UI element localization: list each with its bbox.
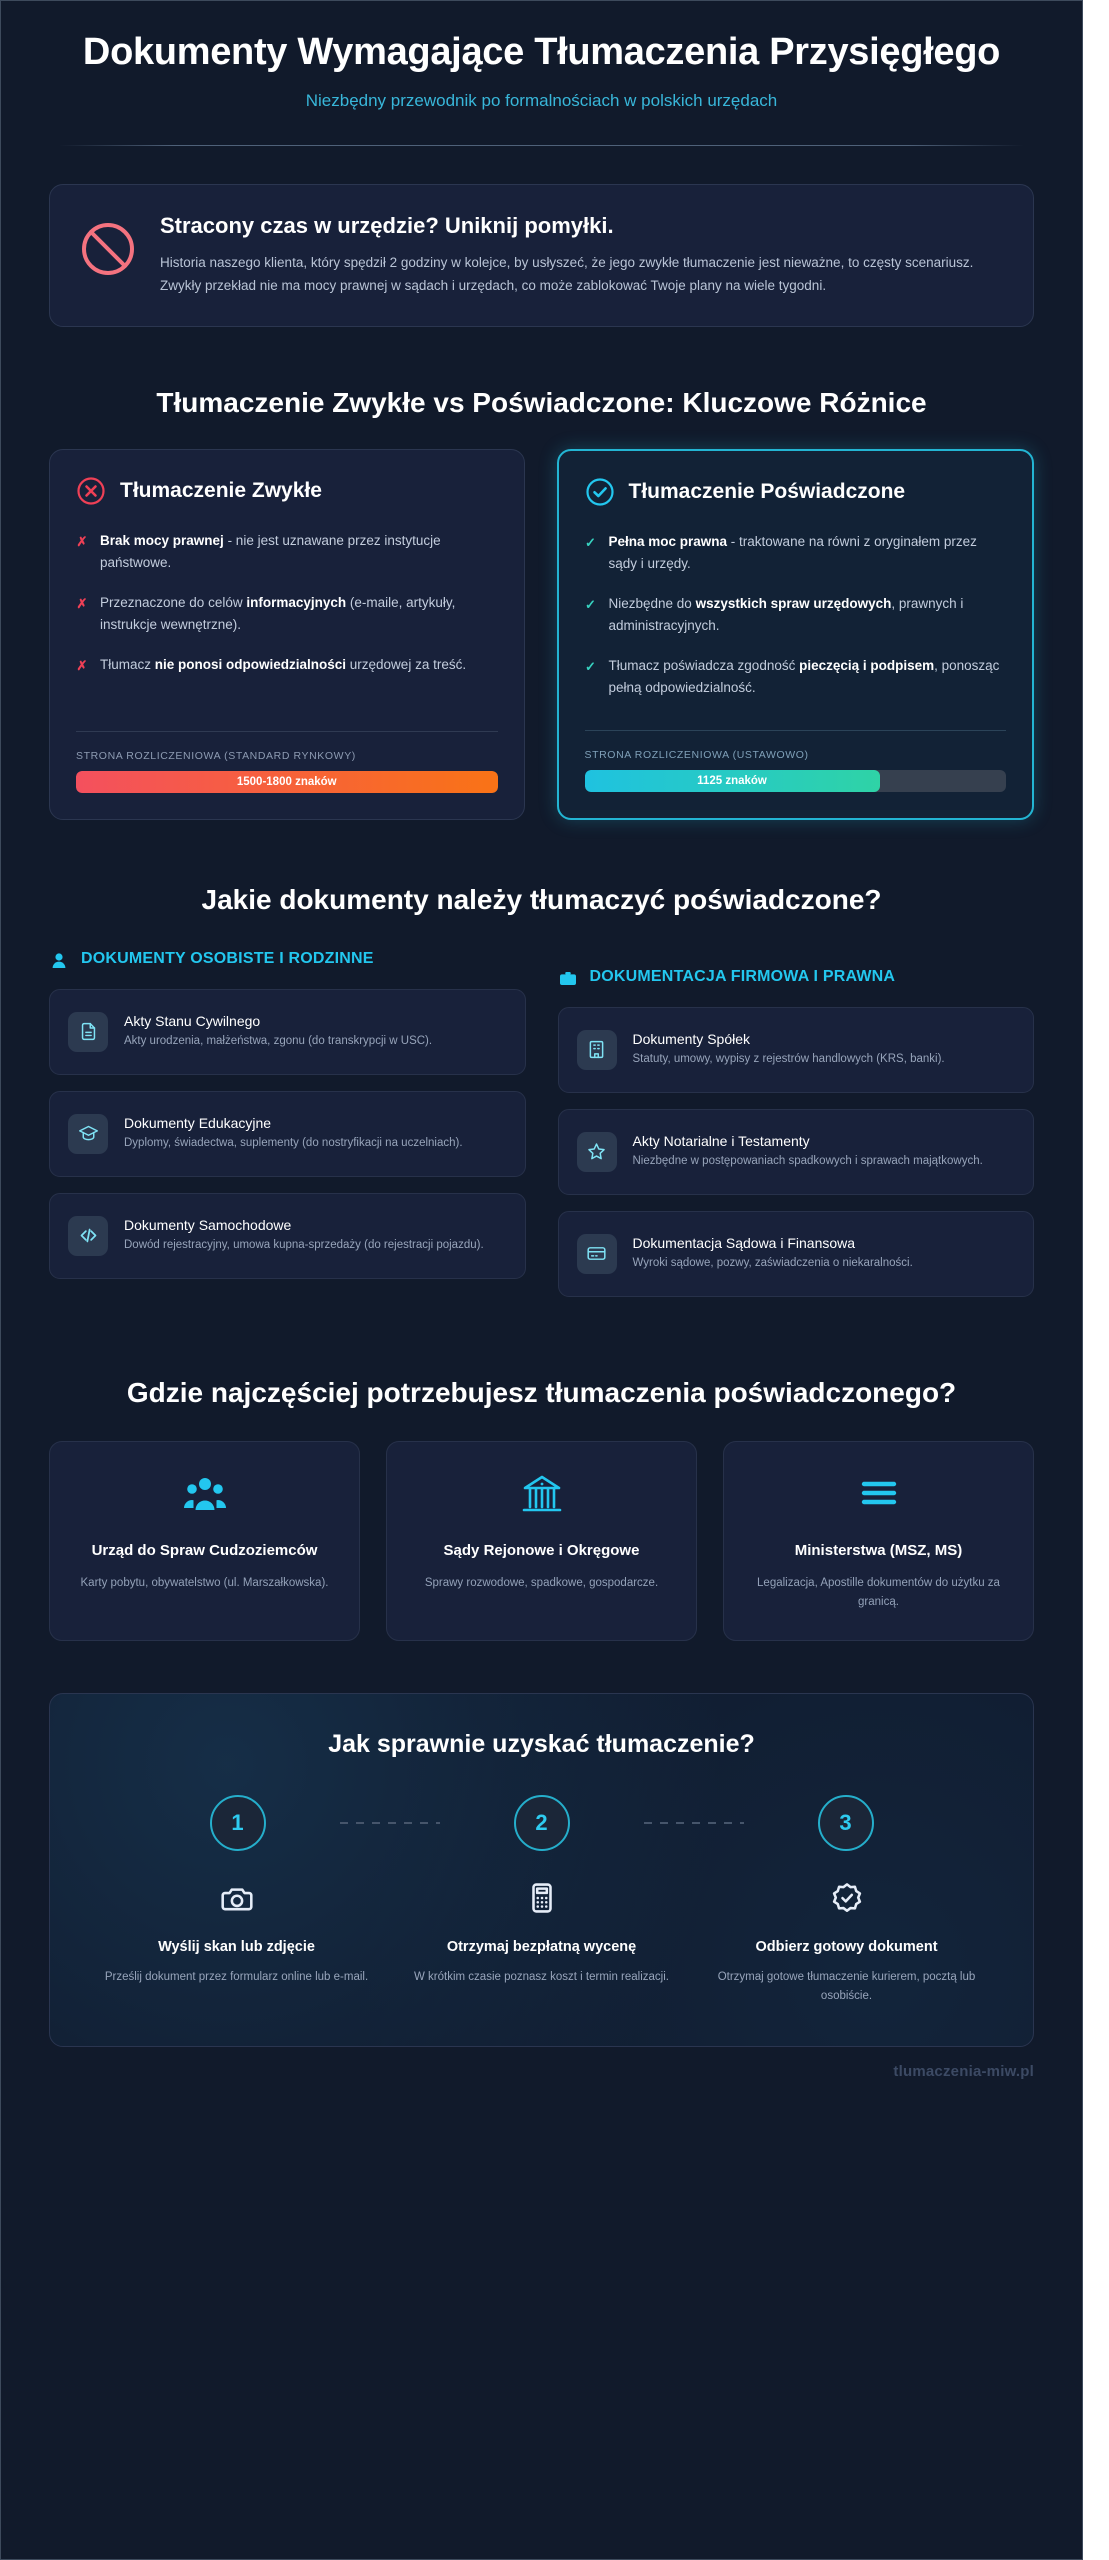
step-item-1: [84, 1877, 389, 2006]
page-title: Dokumenty Wymagające Tłumaczenia Przysięgłego: [82, 31, 1001, 73]
item-title: Akty Stanu Cywilnego: [124, 1012, 261, 1029]
meter-label-plain: STRONA ROZLICZENIOWA (STANDARD RYNKOWY): [76, 750, 356, 763]
step-number-wrap: [136, 1795, 340, 1851]
code-icon: [68, 1216, 108, 1256]
circle-check-icon: [585, 477, 615, 507]
card-header: [76, 476, 498, 506]
list-item: ✓ Pełna moc prawna - traktowane na równi z oryginałem przez sądy i urzędy.: [585, 531, 1007, 575]
prohibition-icon: [80, 221, 136, 277]
item-title: Dokumentacja Sądowa i Finansowa: [632, 1234, 856, 1251]
alert-title: Stracony czas w urzędzie? Uniknij pomyłki.: [160, 212, 614, 238]
badge-check-icon: [712, 1877, 981, 1919]
card-divider: [76, 731, 498, 732]
where-card-ministries: [723, 1441, 1034, 1641]
card-title: Tłumaczenie Zwykłe: [120, 479, 322, 503]
meter-track-plain: [76, 771, 498, 793]
header-divider: [59, 145, 1024, 146]
item-title: Dokumenty Samochodowe: [124, 1216, 292, 1233]
step-number-wrap: [440, 1795, 644, 1851]
documents-column-personal: [49, 949, 526, 1295]
step-title-2: Otrzymaj bezpłatną wycenę: [446, 1938, 637, 1955]
step-item-3: [694, 1877, 999, 2006]
card-title: Ministerstwa (MSZ, MS): [794, 1542, 963, 1560]
list-item: [49, 1193, 526, 1279]
steps-circles: [84, 1795, 999, 1851]
graduation-cap-icon: [68, 1114, 108, 1154]
steps-heading: Jak sprawnie uzyskać tłumaczenie?: [328, 1729, 755, 1758]
column-header: [558, 967, 1035, 989]
list-item: [49, 989, 526, 1075]
item-title: Dokumenty Spółek: [632, 1030, 751, 1047]
check-mark-icon: ✓: [585, 535, 596, 551]
x-mark-icon: ✗: [76, 534, 88, 550]
documents-columns: [49, 949, 1034, 1313]
card-desc: Karty pobytu, obywatelstwo (ul. Marszałkowska).: [80, 1577, 329, 1590]
where-heading: Gdzie najczęściej potrzebujesz tłumaczenia poświadczonego?: [126, 1376, 957, 1408]
building-icon: [577, 1030, 617, 1070]
column-title: DOKUMENTY OSOBISTE I RODZINNE: [81, 949, 374, 967]
feature-list-certified: [585, 531, 1007, 716]
star-icon: [577, 1132, 617, 1172]
comparison-cards: [49, 449, 1034, 820]
page-subtitle: Niezbędny przewodnik po formalnościach w polskich urzędach: [305, 90, 778, 110]
step-connector-2: [644, 1822, 744, 1824]
card-header: [585, 477, 1007, 507]
item-desc: Dowód rejestracyjny, umowa kupna-sprzedaży (do rejestracji pojazdu).: [124, 1238, 484, 1251]
compare-heading: Tłumaczenie Zwykłe vs Poświadczone: Kluczowe Różnice: [156, 386, 927, 418]
menu-lines-icon: [856, 1472, 902, 1518]
card-title: Urząd do Spraw Cudzoziemców: [91, 1542, 318, 1560]
meter-value-certified: 1125 znaków: [697, 775, 767, 788]
footer-brand: tlumaczenia-miw.pl: [893, 2062, 1034, 2080]
list-item: ✗ Przeznaczone do celów informacyjnych (e-maile, artykuły, instrukcje wewnętrzne).: [76, 592, 498, 636]
list-item: ✓ Tłumacz poświadcza zgodność pieczęcią i podpisem, ponosząc pełną odpowiedzialność.: [585, 655, 1007, 699]
list-item: [49, 1091, 526, 1177]
step-desc-2: W krótkim czasie poznasz koszt i termin realizacji.: [414, 1970, 669, 1983]
briefcase-icon: [558, 969, 578, 989]
alert-text: Historia naszego klienta, który spędził 2 godziny w kolejce, by usłyszeć, że jego zwykłe tłumaczenie jest nieważne, to częsty scenariusz. Zwykły przekład nie ma mocy prawnej w sądach i urzędach, co może zablokować Twoje plany na wiele tygodni.: [160, 254, 974, 294]
documents-heading: Jakie dokumenty należy tłumaczyć poświadczone?: [201, 884, 882, 916]
step-number-3: 3: [818, 1795, 874, 1851]
step-number-wrap: [744, 1795, 948, 1851]
card-divider: [585, 730, 1007, 731]
item-desc: Wyroki sądowe, pozwy, zaświadczenia o niekaralności.: [632, 1256, 913, 1269]
alert-box: [49, 184, 1034, 327]
documents-column-business: [558, 949, 1035, 1313]
list-item: [558, 1007, 1035, 1093]
card-desc: Sprawy rozwodowe, spadkowe, gospodarcze.: [424, 1577, 659, 1590]
circle-x-icon: [76, 476, 106, 506]
list-item: ✗ Brak mocy prawnej - nie jest uznawane przez instytucje państwowe.: [76, 530, 498, 574]
check-mark-icon: ✓: [585, 658, 596, 674]
where-card-courts: [386, 1441, 697, 1641]
camera-icon: [102, 1877, 371, 1919]
card-translation-plain: [49, 449, 525, 820]
list-item: ✓ Niezbędne do wszystkich spraw urzędowych, prawnych i administracyjnych.: [585, 593, 1007, 637]
column-header: [49, 949, 526, 971]
step-title-1: Wyślij skan lub zdjęcie: [158, 1938, 315, 1955]
x-mark-icon: ✗: [76, 657, 88, 673]
step-number-2: 2: [514, 1795, 570, 1851]
x-mark-icon: ✗: [76, 596, 88, 612]
users-icon: [182, 1472, 228, 1518]
meter-label-certified: STRONA ROZLICZENIOWA (USTAWOWO): [584, 749, 809, 762]
item-desc: Akty urodzenia, małżeństwa, zgonu (do transkrypcji w USC).: [124, 1034, 433, 1047]
item-desc: Statuty, umowy, wypisy z rejestrów handlowych (KRS, banki).: [632, 1052, 945, 1065]
step-desc-3: Otrzymaj gotowe tłumaczenie kurierem, pocztą lub osobiście.: [717, 1970, 976, 2002]
alert-body: [160, 211, 1003, 298]
where-card-immigration: [49, 1441, 360, 1641]
hero-section: [1, 1, 1082, 146]
calculator-icon: [407, 1877, 676, 1919]
list-item: ✗ Tłumacz nie ponosi odpowiedzialności urzędowej za treść.: [76, 654, 498, 676]
where-cards: [49, 1441, 1034, 1641]
step-number-1: 1: [210, 1795, 266, 1851]
list-item: [558, 1109, 1035, 1195]
column-title: DOKUMENTACJA FIRMOWA I PRAWNA: [589, 967, 896, 985]
check-mark-icon: ✓: [585, 597, 596, 613]
list-item: [558, 1211, 1035, 1297]
meter-fill-certified: [585, 770, 880, 792]
step-connector-1: [340, 1822, 440, 1824]
card-title: Tłumaczenie Poświadczone: [628, 480, 906, 504]
item-desc: Dyplomy, świadectwa, suplementy (do nostryfikacji na uczelniach).: [124, 1136, 463, 1149]
card-translation-certified: [557, 449, 1035, 820]
card-desc: Legalizacja, Apostille dokumentów do użytku za granicą.: [757, 1577, 1000, 1608]
item-desc: Niezbędne w postępowaniach spadkowych i sprawach majątkowych.: [632, 1154, 983, 1167]
step-desc-1: Prześlij dokument przez formularz online lub e-mail.: [104, 1970, 369, 1983]
person-icon: [49, 951, 69, 971]
feature-list-plain: [76, 530, 498, 693]
meter-track-certified: [585, 770, 1007, 792]
step-item-2: [389, 1877, 694, 2006]
steps-details: [84, 1877, 999, 2006]
card-title: Sądy Rejonowe i Okręgowe: [443, 1542, 640, 1560]
item-title: Dokumenty Edukacyjne: [124, 1114, 272, 1131]
steps-panel: [49, 1693, 1034, 2047]
bank-icon: [519, 1472, 565, 1518]
item-title: Akty Notarialne i Testamenty: [632, 1132, 810, 1149]
meter-fill-plain: [76, 771, 498, 793]
meter-value-plain: 1500-1800 znaków: [236, 776, 337, 789]
step-title-3: Odbierz gotowy dokument: [755, 1938, 938, 1955]
card-icon: [577, 1234, 617, 1274]
file-text-icon: [68, 1012, 108, 1052]
